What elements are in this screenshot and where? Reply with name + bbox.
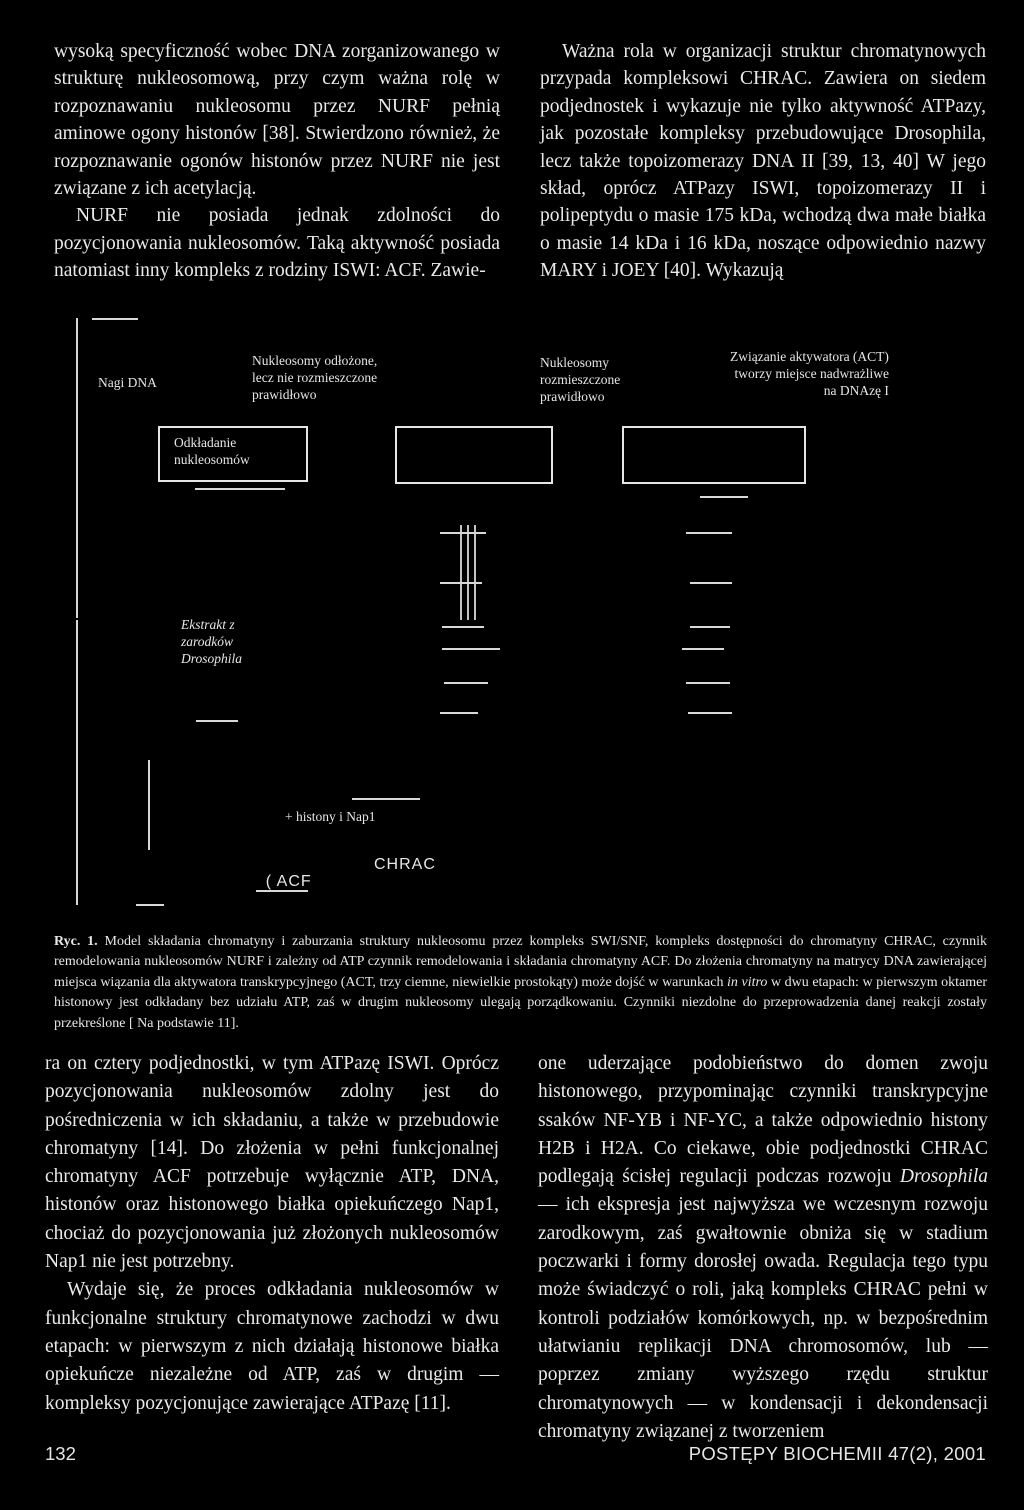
paragraph: NURF nie posiada jednak zdolności do pozycjonowania nukleosomów. Taką aktywność posiada natomiast inny kompleks z rodziny ISWI: ACF. Zawie- (54, 205, 500, 282)
paragraph: ra on cztery podjednostki, w tym ATPazę ISWI. Oprócz pozycjonowania nukleosomów zdolny jest do pośredniczenia w ich składaniu, a także w przebudowie chromatyny [14]. Do złożenia w pełni funkcjonalnej chromatyny ACF potrzebuje wyłącznie ATP, DNA, histonów oraz histonowego białka opiekuńczego Nap1, chociaż do pozycjonowania już złożonych nukleosomów Nap1 nie jest potrzebny. (45, 1053, 499, 1273)
label-naked-dna: Nagi DNA (98, 375, 157, 390)
bottom-right-column (538, 1050, 988, 1446)
dash (690, 626, 730, 628)
figure-frame-line (136, 904, 164, 906)
label-nucleosomes-irregular: Nukleosomy odłożone, lecz nie rozmieszczone prawidłowo (252, 353, 378, 402)
figure-1 (0, 300, 1024, 920)
dash (686, 682, 730, 684)
figure-frame-line (76, 620, 78, 905)
top-right-column (540, 38, 986, 285)
label-acf: ACF (276, 873, 312, 890)
figure-frame-line (92, 318, 138, 320)
spacing-box (395, 426, 553, 484)
dash (440, 712, 478, 714)
label-histones-nap1: + histony i Nap1 (285, 809, 376, 824)
figure-line (474, 525, 476, 620)
dash (444, 682, 488, 684)
bottom-left-column (45, 1050, 499, 1418)
text-run: — ich ekspresja jest najwyższa we wczesnym rozwoju zarodkowym, zaś gwałtownie obniża się w stadium poczwarki i formy dorosłej owada. Regulacja tego typu może świadczyć o roli, jaką kompleks CHRAC pełni w kontroli podziałów komórkowych, np. w bezpośrednim ułatwianiu replikacji DNA chromosomów, lub — poprzez zmiany wyższego rzędu struktur chromatynowych — w kondensacji i dekondensacji chromatyny związanej z tworzeniem (538, 1194, 988, 1442)
figure-frame-line (148, 760, 150, 850)
caption-text: Model składania chromatyny i zaburzania struktury nukleosomu przez kompleks SWI/SNF, kompleks dostępności do chromatyny CHRAC, czynnik remodelowania nukleosomów NURF i zależny od ATP czynnik remodelowania i składania chromatyny ACF. Do złożenia chromatyny na matrycy DNA zawierającej miejsca wiązania dla aktywatora transkrypcyjnego (ACT, trzy ciemne, niewielkie prostokąty) może dojść w warunkach (54, 934, 987, 990)
caption-italic: in vitro (727, 974, 768, 990)
figure-line (196, 720, 238, 722)
dash (682, 648, 724, 650)
figure-line (460, 525, 462, 620)
caption-text: w dwu etapach: w pierwszym oktamer histonowy jest odkładany bez udziału ATP, zaś w drugim nukleosomy ulegają porządkowaniu. Czynniki niezdolne do przeprowadzenia danej reakcji zostały przekreślone [ Na podstawie 11]. (54, 974, 988, 1031)
label-chrac: CHRAC (374, 856, 436, 873)
label-deposition: Odkładanie nukleosomów (174, 435, 250, 467)
text-run: one uderzające podobieństwo do domen zwoju histonowego, przypominając czynniki transkrypcyjne ssaków NF-YB i NF-YC, a także odpowiednio histony H2B i H2A. Co ciekawe, obie podjednostki CHRAC podlegają ścisłej regulacji podczas rozwoju (538, 1053, 988, 1188)
dash (440, 532, 486, 534)
paragraph (538, 1050, 988, 1446)
figure-line (256, 890, 308, 892)
dash (688, 712, 732, 714)
dash (690, 582, 732, 584)
dash (686, 532, 732, 534)
figure-caption (54, 932, 987, 1034)
dash (442, 648, 500, 650)
figure-line (700, 496, 748, 498)
figure-frame-line (76, 318, 78, 618)
dash (442, 626, 484, 628)
top-left-column (54, 38, 500, 285)
italic-run: Drosophila (899, 1166, 988, 1188)
page-number: 132 (45, 1443, 76, 1464)
paragraph: Wydaje się, że proces odkładania nukleosomów w funkcjonalne struktury chromatynowe zachodzi w dwu etapach: w pierwszym z nich działają histonowe białka opiekuńcze niezależne od ATP, zaś w drugim — kompleksy pozycjonujące zawierające ATPazę [11]. (45, 1279, 499, 1414)
journal-name: POSTĘPY BIOCHEMII 47(2), 2001 (688, 1443, 986, 1464)
label-act-binding: Związanie aktywatora (ACT) tworzy miejsce nadwrażliwe na DNAzę I (730, 349, 889, 398)
figure-line (352, 798, 420, 800)
bracket-glyph: ( (265, 873, 277, 890)
figure-line (195, 488, 285, 490)
label-extract: Ekstrakt z zarodków Drosophila (181, 617, 243, 666)
caption-label: Ryc. 1. (54, 934, 98, 949)
acf-group (244, 856, 312, 907)
paragraph: wysoką specyficzność wobec DNA zorganizowanego w strukturę nukleosomową, przy czym ważna rolę w rozpoznawaniu nukleosomu przez NURF pełnią aminowe ogony histonów [38]. Stwierdzono również, że rozpoznawanie ogonów histonów przez NURF nie jest związane z ich acetylacją. (54, 41, 500, 200)
paragraph: Ważna rola w organizacji struktur chromatynowych przypada kompleksowi CHRAC. Zawiera on siedem podjednostek i wykazuje nie tylko aktywność ATPazy, jak pozostałe kompleksy przebudowujące Drosophila, lecz także topoizomerazy DNA II [39, 13, 40] W jego skład, oprócz ATPazy ISWI, topoizomerazy II i polipeptydu o masie 175 kDa, wchodzą dwa małe białka o masie 14 kDa i 16 kDa, noszące odpowiednio nazwy MARY i JOEY [40]. Wykazują (540, 41, 986, 282)
figure-line (467, 525, 469, 620)
act-box (622, 426, 806, 484)
label-nucleosomes-spaced: Nukleosomy rozmieszczone prawidłowo (540, 355, 621, 404)
